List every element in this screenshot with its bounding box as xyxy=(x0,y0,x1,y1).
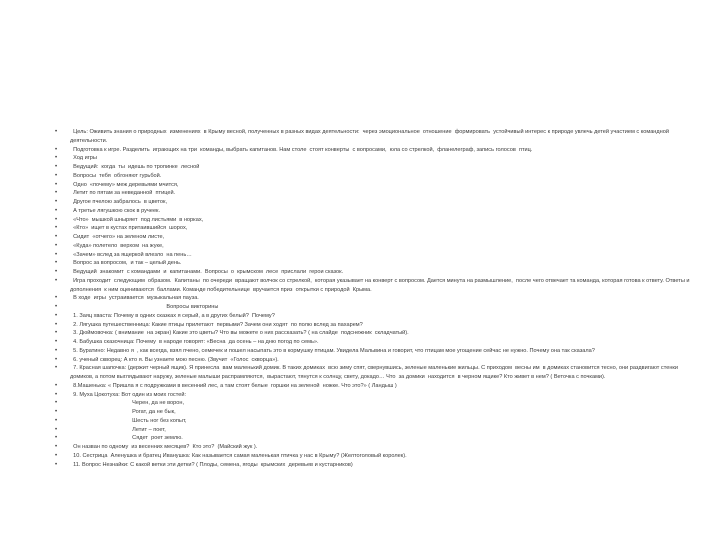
poem-line: • А третье лягушкою скок в ручеек. xyxy=(0,207,720,216)
host-intro-text: • Ведущий знакомит с командами и капитанами. Вопросы о крымском лесе прислали герои сказок. xyxy=(0,268,720,277)
riddle-line: • Черен, да не ворон, xyxy=(0,399,720,408)
quiz-question: • 4. Бабушка сказочница: Почему в народе говорят: «Весна да осень – на дню погод по семь». xyxy=(0,338,720,347)
riddle-line: • Сядет роет землю. xyxy=(0,434,720,443)
quiz-question: • 9. Муха Цокотуха: Вот один из моих гостей: xyxy=(0,391,720,400)
preparation-text: • Подготовка к игре. Разделить играющих на три команды, выбрать капитанов. Нам столе стоят конверты с вопросами, юла со стрелкой, фланелеграф, запись голосов птиц. xyxy=(0,146,720,155)
riddle-line: • Летит – поет, xyxy=(0,426,720,435)
quiz-question: • 6. ученый скворец: А кто я. Вы узнаете мою песню. (Звучит «Голос скворца»). xyxy=(0,356,720,365)
quiz-question: • 1. Заяц хваста: Почему в одних сказках я серый, а в других белый? Почему? xyxy=(0,312,720,321)
music-pause-text: • В ходе игры устраивается музыкальная пауза. xyxy=(0,294,720,303)
riddle-line: • Шесть ног без копыт, xyxy=(0,417,720,426)
quiz-questions-heading: • Вопросы викторины xyxy=(0,303,720,312)
quiz-question: • 2. Лягушка путешественница: Какие птицы прилетают первыми? Зачем они ходят по полю вслед за пахарем? xyxy=(0,321,720,330)
poem-line: • «Что» мышкой шныряет под листьями в норках, xyxy=(0,216,720,225)
quiz-question: • 8.Машенька: « Пришла я с подружками в весенний лес, а там стоят белые горшки на зеленой ножке. Что это?» ( Ландыш ) xyxy=(0,382,720,391)
quiz-question: • 5. Буратино: Недавно я , как всегда, взял пчено, семечек и пошел насыпать это в кормушку птицам. Увидела Мальвина и говорит, что птицам мое угощение сейчас не нужно. Почему она так сказала? xyxy=(0,347,720,356)
poem-line: • «Кто» ищет в кустах притаившийся шорох, xyxy=(0,224,720,233)
quiz-question: • 7. Красная шапочка: (держит черный ящик). Я принесла вам маленький домик. В таких домиках всю зиму спят, свернувшись, зеленые маленькие жильцы. С приходом весны им в домиках становится тесно, они раздвигают стенки домиков, а потом выглядывают наружу, зеленые малыши распрамляются, вырастают, тянутся к солнцу, свету, докадо… Что за домики находится в черном ящике? Кто живет в нем? ( Веточка с почками). xyxy=(0,364,720,382)
poem-line: • «Зачем» вслед за ящеркой влезло на пень… xyxy=(0,251,720,260)
game-course-heading: • Ход игры xyxy=(0,154,720,163)
quiz-question: • 10. Сестрица Аленушка и братец Иванушка: Как называется самая маленькая птичка у нас в Крыму? (Желтоголовый королек). xyxy=(0,452,720,461)
game-rules-text: • Игра проходит следующим образом. Капитаны по очереди вращают волчок со стрелкой, которая указывает на конверт с вопросом. Дается минута на размышление, после чего отвечает та команда, которая готова к ответу. Ответы и дополнения к ним оцениваются баллами. Команде победительнице вручается приз открытки с природой Крыма. xyxy=(0,277,720,295)
poem-line: • Ведущий: когда ты идешь по тропинке лесной xyxy=(0,163,720,172)
poem-line: • Другое пчелою забралось в цветок, xyxy=(0,198,720,207)
quiz-question: • 11. Вопрос Незнайки: С какой ветки эти детки? ( Плоды, семена, ягоды крымских деревьев и кустарников) xyxy=(0,461,720,470)
poem-line: • Одно «почему» меж деревьями мчится, xyxy=(0,181,720,190)
poem-line: • Сидит «отчего» на зеленом листе, xyxy=(0,233,720,242)
poem-line: • Летит по пятам за неведанной птицей. xyxy=(0,189,720,198)
goal-text: • Цель: Оживить знания о природных изменениях в Крыму весной, полученных в разных видах деятельности: через эмоциональное отношение формировать устойчивый интерес к природе увлечь детей участием с командной деятельности. xyxy=(0,128,720,146)
poem-line: • Вопросы тебя обгоняют гурьбой. xyxy=(0,172,720,181)
riddle-line: • Рогат, да не бык, xyxy=(0,408,720,417)
poem-line: • «Куда» полетело верхом на жуке, xyxy=(0,242,720,251)
poem-line: • Вопрос за вопросом, и так – целый день. xyxy=(0,259,720,268)
bullet-list xyxy=(0,128,720,469)
quiz-question: • 3. Дюймовочка: ( внимание на экран) Какие это цветы? Что вы можете о них рассказать? ( на слайде подснежник складчатый). xyxy=(0,329,720,338)
quiz-question: • Он назван по одному из весенних месяцев? Кто это? (Майский жук ). xyxy=(0,443,720,452)
